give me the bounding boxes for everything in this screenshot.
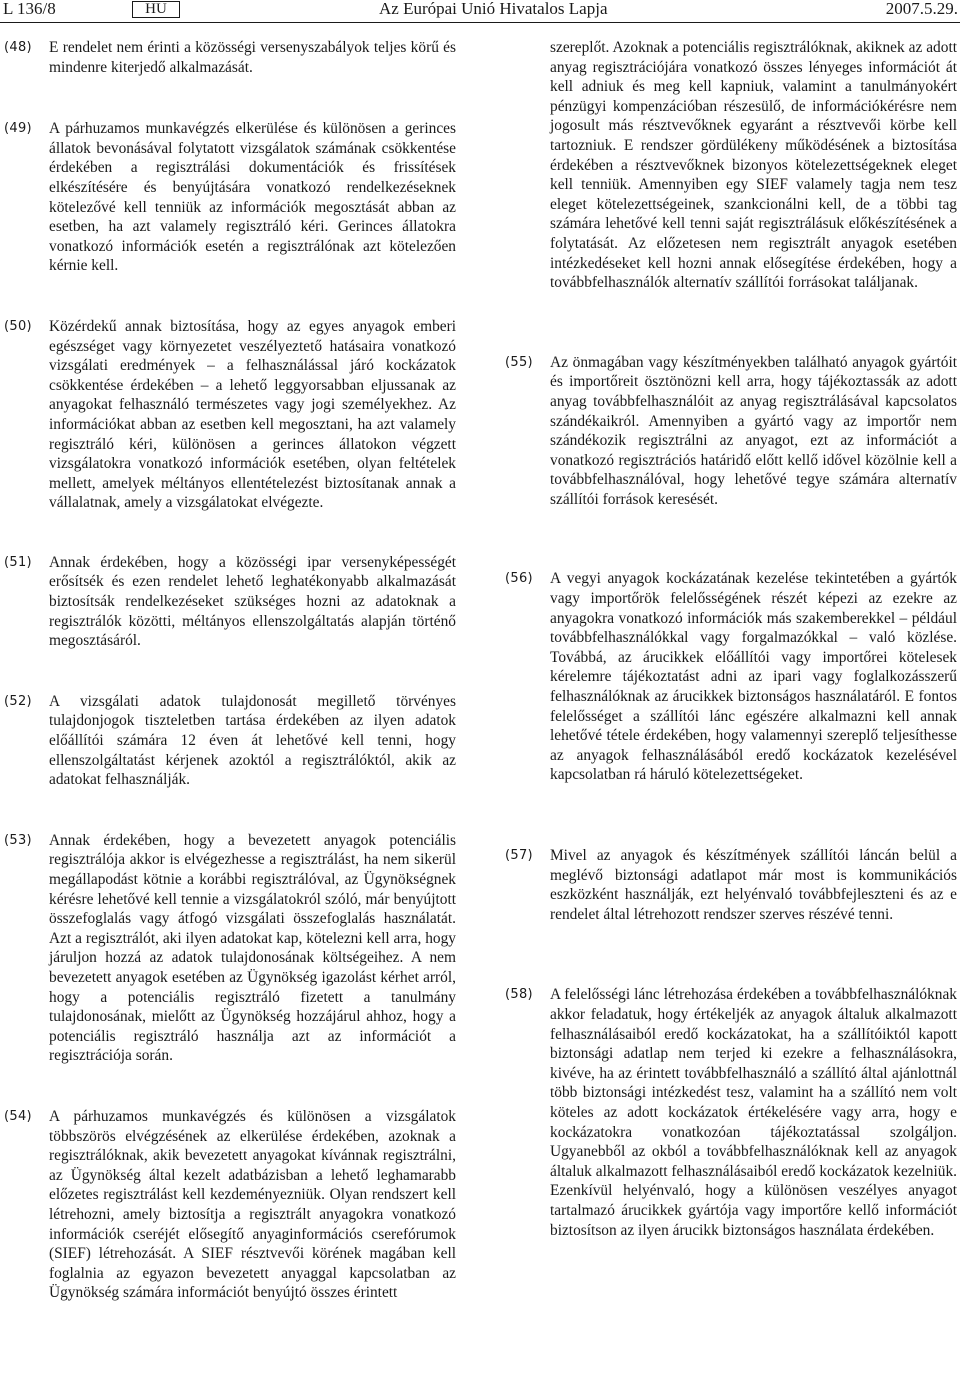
recital-text: Mivel az anyagok és készítmények szállítói láncán belül a meglévő biztonsági adatlapot már most is kommunikációs eszközként használják, ezt helyénvaló továbbfejleszteni és az e rendelet által létrehozott rendszer szerves részévé tenni.	[550, 847, 957, 923]
recital-text: Annak érdekében, hogy a közösségi ipar versenyképességét erősítsék és ezen rendelet lehető leghatékonyabb alkalmazását biztosítsák rendelkezéseket szükséges hozni az adatoknak a regisztrálók közötti, méltányos ellenszolgáltatás alapján történő megosztásáról.	[49, 553, 456, 650]
recital-51	[4, 553, 456, 651]
page-reference: L 136/8	[3, 0, 56, 18]
recital-number: (50)	[4, 318, 32, 334]
recital-number: (57)	[505, 848, 533, 863]
recital-49	[4, 119, 456, 276]
recital-text: E rendelet nem érinti a közösségi versenyszabályok teljes körű és mindenre kiterjedő alkalmazását.	[49, 39, 456, 76]
recital-number: (55)	[505, 354, 533, 370]
recital-text: A vegyi anyagok kockázatának kezelése tekintetében a gyártók vagy importőrök felelősségének részét képezi az ezekre az anyagokra vonatkozó információk más szakemberekkel – például továbbfelhasználókkal vagy forgalmazókkal – való közlése. Továbbá, az árucikkek előállítói vagy importőrei kötelesek kérelemre tájékoztatást adni az ipari vagy foglalkozásszerű felhasználóknak az árucikkek biztonságos használatáról. E fontos felelősséget a szállítói lánc egészére alkalmazni kell annak lehetővé tétele érdekében, hogy valamennyi szereplő teljesíthesse az anyagok felhasználásából eredő kockázatok kezelésével kapcsolatban rá háruló kötelezettségeket.	[550, 570, 957, 784]
header-rule	[0, 22, 960, 23]
recital-text: A párhuzamos munkavégzés elkerülése és különösen a gerinces állatok bevonásával folytatott vizsgálatok számának csökkentése érdekében a regisztrálási dokumentációk és frissítések elkészítésére és benyújtására vonatkozó rendelkezéseknek kötelezővé kell tenniük az információk megosztását abban az esetben, ha azt valamely regisztráló kéri. Gerinces állatokra vonatkozó információk esetén a regisztrálónak azt kötelezően kérnie kell.	[49, 120, 456, 275]
recital-56	[505, 569, 957, 785]
recital-text: Annak érdekében, hogy a bevezetett anyagok potenciális regisztrálója akkor is elvégezhesse a regisztrálást, ha nem sikerül megállapodást kötnie a korábbi regisztrálóval, az Ügynökségnek kérésre lehetővé kell tennie a vizsgálatokról szóló, már benyújtott összefoglalás vagy átfogó vizsgálati összefoglalás használatát. Azt a regisztrálót, aki ilyen adatokat kap, kötelezni kell arra, hogy járuljon hozzá az adatok tulajdonosának költségeihez. A nem bevezetett anyagok esetében az Ügynökség igazolást kérhet arról, hogy a potenciális regisztráló fizetett a tanulmány tulajdonosának, mielőtt az Ügynökség hozzájárul ahhoz, hogy a potenciális regisztráló használja azt az információt a regisztrációja során.	[49, 831, 456, 1065]
language-badge: HU	[132, 1, 180, 18]
recital-53	[4, 831, 456, 1066]
recital-text: Közérdekű annak biztosítása, hogy az egyes anyagok emberi egészséget vagy környezetet veszélyeztető hatásaira vonatkozó vizsgálati eredmények – a felhasználással járó kockázatok csökkentése érdekében – a lehető leggyorsabban eljussanak az anyagokat felhasználó természetes vagy jogi személyekhez. Az információkat abban az esetben kell megosztani, ha azt valamely regisztráló kéri, különösen a gerinces állatokon végzett vizsgálatokra vonatkozó információk esetében, olyan feltételek mellett, amelyek méltányos ellentételezést biztosítanak annak a vállalatnak, amely a vizsgálatokat elvégezte.	[49, 317, 456, 512]
recital-text: A párhuzamos munkavégzés és különösen a vizsgálatok többszörös elvégzésének az elkerülése érdekében, azoknak a regisztrálóknak, akik bevezetett anyagokat kívánnak regisztrálni, az Ügynökség által kezelt adatbázisban a lehető leghamarabb előzetes regisztrálást kell kezdeményezniük. Olyan rendszert kell létrehozni, amely biztosítja a regisztrált anyagokra vonatkozó információk cseréjét elősegítő anyaginformációs cserefórumok (SIEF) létrehozását. A SIEF résztvevői körének magában kell foglalnia az egyazon bevezetett anyaggal kapcsolatban az Ügynökség számára információt benyújtó összes érintett	[49, 1107, 456, 1302]
right-column	[505, 38, 957, 1240]
recital-text: Az önmagában vagy készítményekben található anyagok gyártóit és importőreit ösztönözni kell arra, hogy tájékoztassák az adott anyag továbbfelhasználóit az anyag regisztrálásával kapcsolatos szándékaikról. Amennyiben a gyártó vagy az importőr nem szándékozik regisztrálni az anyagot, ezt az információt a vonatkozó regisztrációs határidő előtt kellő idővel közölnie kell a továbbfelhasználóval, hogy lehetővé tegye számára alternatív szállítói források keresését.	[550, 353, 957, 508]
recital-number: (48)	[4, 40, 32, 55]
recital-48	[4, 38, 456, 77]
recital-55	[505, 353, 957, 510]
publication-date: 2007.5.29.	[885, 0, 958, 18]
recital-number: (54)	[4, 1108, 32, 1124]
recital-number: (56)	[505, 571, 533, 587]
recital-number: (58)	[505, 987, 533, 1003]
recital-text: A vizsgálati adatok tulajdonosát megillető törvényes tulajdonjogok tiszteletben tartása érdekében az ilyen adatok előállítói számára 12 éven át lehetővé kell tenni, hogy ellenszolgáltatást kérjenek azoktól a regisztrálóktól, akik az adatokat felhasználják.	[49, 692, 456, 789]
journal-title: Az Európai Unió Hivatalos Lapja	[379, 0, 608, 18]
recital-number: (49)	[4, 121, 32, 137]
recital-number: (53)	[4, 832, 32, 848]
left-column	[4, 38, 456, 1303]
recital-54	[4, 1107, 456, 1303]
recital-54-continuation: szereplőt. Azoknak a potenciális regisztrálóknak, akiknek az adott anyag regisztrációjára vonatkozó összes lényeges információt át kell adniuk és meg kell kapniuk, valamint a tanulmányokért pénzügyi kompenzációban részesülő, de információkérésre nem jogosult más résztvevőknek egyaránt a résztvevői körbe kell tartozniuk. E rendszer gördülékeny működésének a biztosítása érdekében a résztvevőknek bizonyos kötelezettségeknek eleget kell tenniük. Amennyiben egy SIEF valamely tagja nem tesz eleget kötelezettségeinek, szankcionálni kell, de a többi tag számára lehetővé kell tenni saját regisztrálásuk előkészítésének a folytatását. Az előzetesen nem regisztrált anyagok esetében intézkedéseket kell hozni annak elősegítése érdekében, hogy a továbbfelhasználók alternatív szállítói forrásokat találjanak.	[550, 39, 957, 292]
recital-57	[505, 846, 957, 924]
recital-50	[4, 317, 456, 513]
recital-number: (51)	[4, 554, 32, 570]
page-header	[0, 0, 960, 20]
recital-number: (52)	[4, 693, 32, 709]
recital-52	[4, 692, 456, 790]
recital-text: A felelősségi lánc létrehozása érdekében a továbbfelhasználóknak akkor feladatuk, hogy értékeljék az anyagok általuk alkalmazott felhasználásaiból eredő kockázatokat, ha a szállítóiktól kapott biztonsági adatlap nem terjed ki ezekre a felhasználásokra, kivéve, ha az érintett továbbfelhasználó a szállító által ajánlottnál több biztonsági intézkedést tesz, valamint ha a szállító nem volt köteles az adott kockázatok értékelésére vagy arra, hogy e kockázatokra vonatkozóan tájékoztatással szolgáljon. Ugyanebből az okból a továbbfelhasználóknak kell az anyagok általuk alkalmazott felhasználásaiból eredő kockázatok kezelniük. Ezenkívül helyénvaló, hogy a különösen veszélyes anyagot tartalmazó árucikkek gyártója vagy importőre kellő információt biztosítson az ilyen árucikk biztonságos használata érdekében.	[550, 986, 957, 1239]
recital-58	[505, 985, 957, 1240]
